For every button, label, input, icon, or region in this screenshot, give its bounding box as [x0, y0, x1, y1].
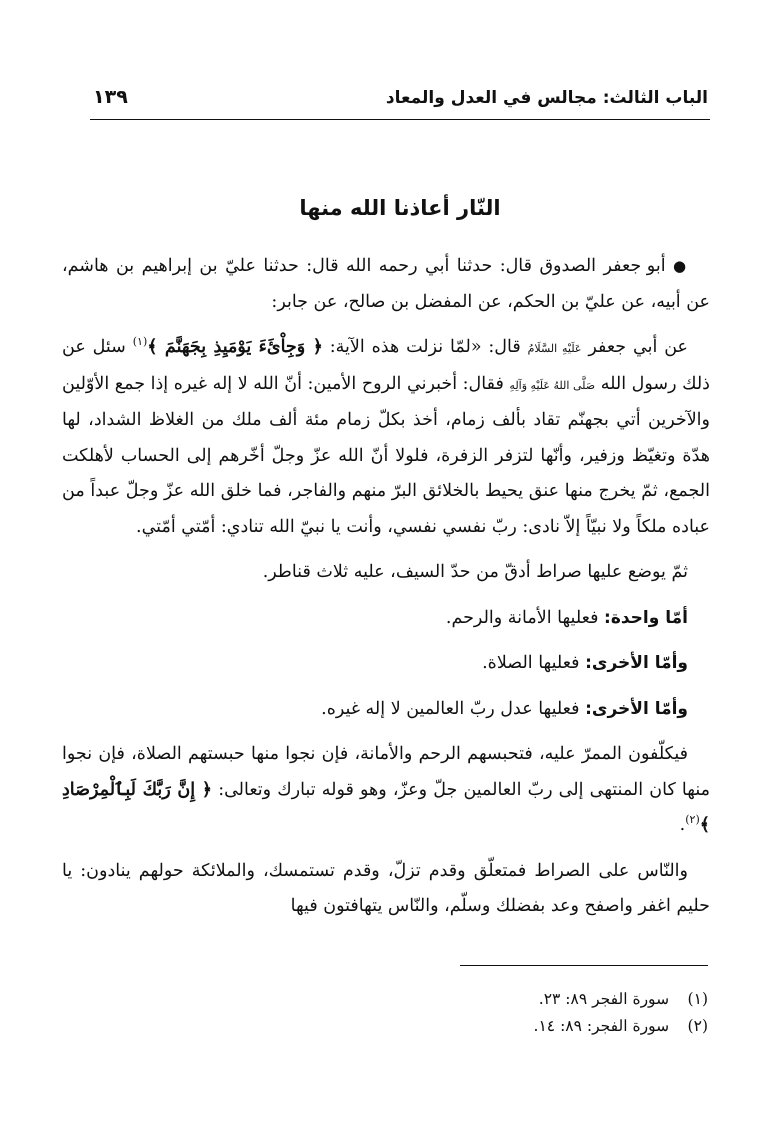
header-rule [90, 119, 710, 120]
page-number: ١٣٩ [93, 86, 128, 108]
paragraph-passage: فيكلّفون الممرّ عليه، فتحبسهم الرحم والأمانة، فإن نجوا منها حبستهم الصلاة، فإن نجوا منها كان المنتهى إلى ربّ العالمين جلّ وعزّ، وهو قوله تبارك وتعالى: ﴿ إِنَّ رَبَّكَ لَبِٱلْمِرْصَادِ ﴾$^{(٢)}$. [62, 744, 710, 835]
footnotes [308, 986, 708, 1040]
footnote-text: سورة الفجر: ٨٩: ١٤. [533, 1017, 670, 1035]
footnote-ref: (١) [132, 335, 148, 349]
paragraph-hadith [62, 330, 710, 545]
quran-verse: ﴿ وَجِاْئَءَ يَوْمَيِذِ بِجَهَنَّمَ ﴾ [147, 337, 323, 357]
paragraph-sirat: ثمّ يوضع عليها صراط أدقّ من حدّ السيف، عليه ثلاث قناطر. [262, 562, 688, 582]
paragraph-bridge-3 [62, 692, 710, 728]
paragraph-bridge-2 [62, 646, 710, 682]
paragraph-text: أبو جعفر الصدوق قال: حدثنا أبي رحمه الله قال: حدثنا عليّ بن إبراهيم بن هاشم، عن أبيه، عن عليّ بن الحكم، عن المفضل بن صالح، عن جابر: [62, 256, 710, 312]
paragraph-people: والنّاس على الصراط فمتعلّق وقدم تزلّ، وقدم تستمسك، والملائكة حولهم ينادون: يا حليم اغفر واصفح وعد بفضلك وسلّم، والنّاس يتهافتون فيها [62, 860, 710, 916]
running-title: الباب الثالث: مجالس في العدل والمعاد [385, 88, 708, 108]
bullet-icon: ● [673, 257, 688, 275]
footnote-text: سورة الفجر ٨٩: ٢٣. [538, 990, 670, 1008]
lead-label: وأمّا الأخرى: [585, 698, 688, 719]
paragraph-isnad [62, 249, 710, 320]
text-segment: فقال: أخبرني الروح الأمين: أنّ الله لا إله غيره إذا جمع الأوّلين والآخرين أتي بجهنّم تقاد بألف زمام، أخذ بكلّ زمام مئة ألف ملك من الغلاظ الشداد، لها هدّة وتغيّظ وزفير، وأنّها لتزفر الزفرة، فلولا أنّ الله عزّ وجلّ أخّرهم إلى الحساب لأهلكت الجمع، ثمّ يخرج منها عنق يحيط بالخلائق البرّ منهم والفاجر، فما خلق الله عزّ وجلّ عبداً من عباده ملكاً ولا نبيّاً إلاّ نادى: ربّ نفسي نفسي، وأنت يا نبيّ الله تنادي: أمّتي أمّتي. [62, 373, 710, 537]
footnote-rule [460, 965, 708, 966]
body-text [62, 249, 710, 925]
quran-verse: ﴿ إِنَّ رَبَّكَ لَبِٱلْمِرْصَادِ ﴾ [62, 779, 710, 835]
footnote [308, 1013, 708, 1040]
honorific: صَلَّى اللهُ عَلَيْهِ وَآلِهِ [509, 378, 596, 392]
footnote-number: (١) [687, 990, 708, 1008]
text-segment: فعليها عدل ربّ العالمين لا إله غيره. [321, 698, 580, 719]
section-title: النّار أعاذنا الله منها [299, 196, 501, 220]
text-segment: سئل عن ذلك رسول الله [62, 337, 710, 394]
lead-label: وأمّا الأخرى: [585, 653, 688, 673]
text-segment: عن أبي جعفر [588, 337, 688, 357]
footnote-ref: (٢) [685, 813, 700, 827]
text-segment: فيكلّفون الممرّ عليه، فتحبسهم الرحم والأمانة، فإن نجوا منها حبستهم الصلاة، فإن نجوا منها كان المنتهى إلى ربّ العالمين جلّ وعزّ، وهو قوله تبارك وتعالى: [62, 744, 710, 800]
text-segment: قال: «لمّا نزلت هذه الآية: [329, 337, 521, 357]
honorific: عَلَيْهِ السَّلَامُ [527, 342, 582, 355]
footnote-number: (٢) [687, 1017, 708, 1035]
text-segment: فعليها الصلاة. [482, 653, 580, 673]
lead-label: أمّا واحدة: [604, 607, 688, 628]
footnote [308, 986, 708, 1013]
paragraph-bridge-1 [62, 601, 710, 637]
text-segment: فعليها الأمانة والرحم. [445, 607, 599, 628]
